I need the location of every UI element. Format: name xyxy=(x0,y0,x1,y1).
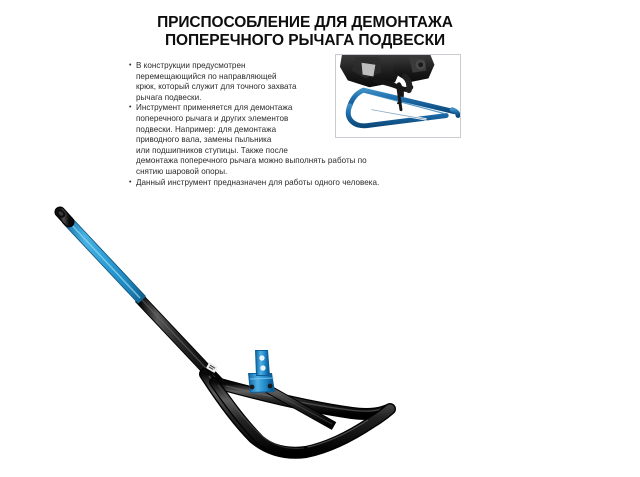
bullet-line: рычага подвески. xyxy=(136,92,202,102)
bullet-line: • В конструкции предусмотрен xyxy=(136,61,246,70)
application-photo xyxy=(335,54,461,138)
application-photo-image xyxy=(336,55,460,137)
tool-photo-image xyxy=(0,190,430,477)
bullet-line: поперечного рычага и других элементов xyxy=(136,113,289,123)
bullet-line: перемещающийся по направляющей xyxy=(136,71,277,81)
tool-photo xyxy=(0,190,430,477)
page-title-line-1: ПРИСПОСОБЛЕНИЕ ДЛЯ ДЕМОНТАЖА xyxy=(157,14,453,31)
page-title xyxy=(140,14,470,50)
bullet-line: крюк, который служит для точного захвата xyxy=(136,82,297,92)
bullet-line: приводного вала, замены пыльника xyxy=(136,135,272,145)
bullet-line: • Данный инструмент предназначен для работы одного человека. xyxy=(136,177,380,187)
bullet-line: • Инструмент применяется для демонтажа xyxy=(136,103,293,113)
page-title-line-2: ПОПЕРЕЧНОГО РЫЧАГА ПОДВЕСКИ xyxy=(164,32,445,49)
list-item xyxy=(129,178,429,189)
bullet-line: или подшипников ступицы. Также после xyxy=(136,145,288,155)
bullet-line: подвески. Например: для демонтажа xyxy=(136,124,277,134)
bullet-line: демонтажа поперечного рычага можно выполнять работы по xyxy=(136,156,367,166)
bullet-line: снятию шаровой опоры. xyxy=(136,166,228,176)
